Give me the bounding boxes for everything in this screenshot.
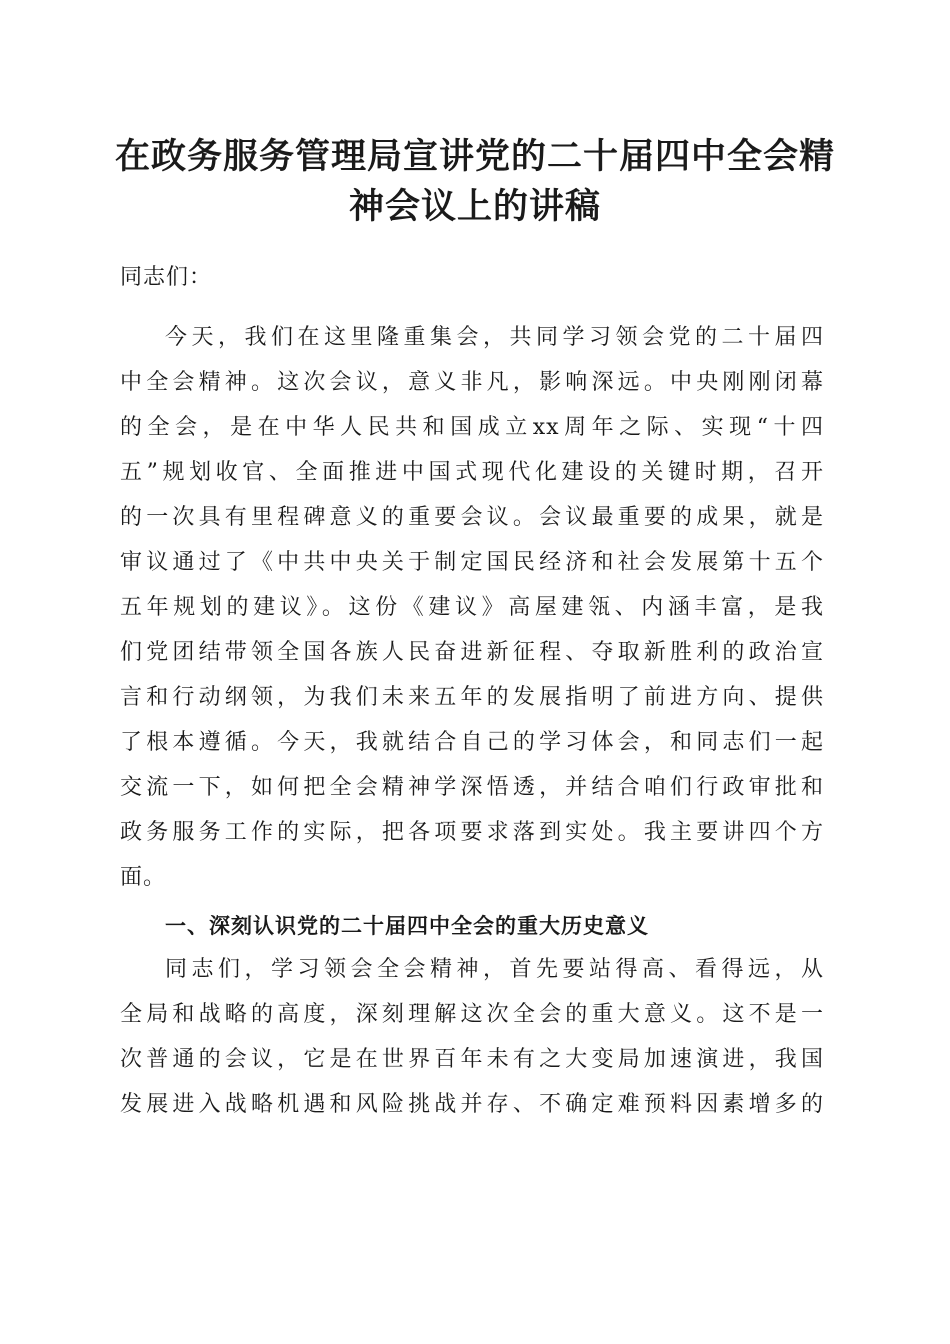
paragraph-line: 交流一下，如何把全会精神学深悟透，并结合咱们行政审批和	[120, 775, 824, 800]
salutation: 同志们：	[120, 265, 213, 290]
paragraph-line: 五”规划收官、全面推进中国式现代化建设的关键时期，召开	[120, 460, 824, 485]
paragraph-line: 的一次具有里程碑意义的重要会议。会议最重要的成果，就是	[120, 505, 824, 530]
title-line-1: 在政务服务管理局宣讲党的二十届四中全会精	[114, 136, 835, 177]
document-title	[100, 132, 850, 232]
paragraph-line: 次普通的会议，它是在世界百年未有之大变局加速演进，我国	[120, 1047, 824, 1072]
paragraph-line: 发展进入战略机遇和风险挑战并存、不确定难预料因素增多的	[120, 1092, 824, 1117]
paragraph-line: 五年规划的建议》。这份《建议》高屋建瓴、内涵丰富，是我	[120, 595, 824, 620]
paragraph-line: 中全会精神。这次会议，意义非凡，影响深远。中央刚刚闭幕	[120, 370, 824, 395]
paragraph-line: 言和行动纲领，为我们未来五年的发展指明了前进方向、提供	[120, 685, 824, 710]
paragraph-line: 的全会，是在中华人民共和国成立xx周年之际、实现“十四	[120, 415, 824, 440]
paragraph-line: 审议通过了《中共中央关于制定国民经济和社会发展第十五个	[120, 550, 824, 575]
section-heading: 一、深刻认识党的二十届四中全会的重大历史意义	[165, 914, 649, 938]
paragraph-line: 同志们，学习领会全会精神，首先要站得高、看得远，从	[165, 957, 824, 982]
paragraph-line: 了根本遵循。今天，我就结合自己的学习体会，和同志们一起	[120, 730, 824, 755]
paragraph-line: 全局和战略的高度，深刻理解这次全会的重大意义。这不是一	[120, 1002, 824, 1027]
paragraph-line: 政务服务工作的实际，把各项要求落到实处。我主要讲四个方	[120, 820, 824, 845]
paragraph-line: 们党团结带领全国各族人民奋进新征程、夺取新胜利的政治宣	[120, 640, 824, 665]
paragraph-line: 面。	[120, 865, 167, 890]
paragraph-line: 今天，我们在这里隆重集会，共同学习领会党的二十届四	[165, 325, 824, 350]
title-line-2: 神会议上的讲稿	[348, 186, 601, 227]
